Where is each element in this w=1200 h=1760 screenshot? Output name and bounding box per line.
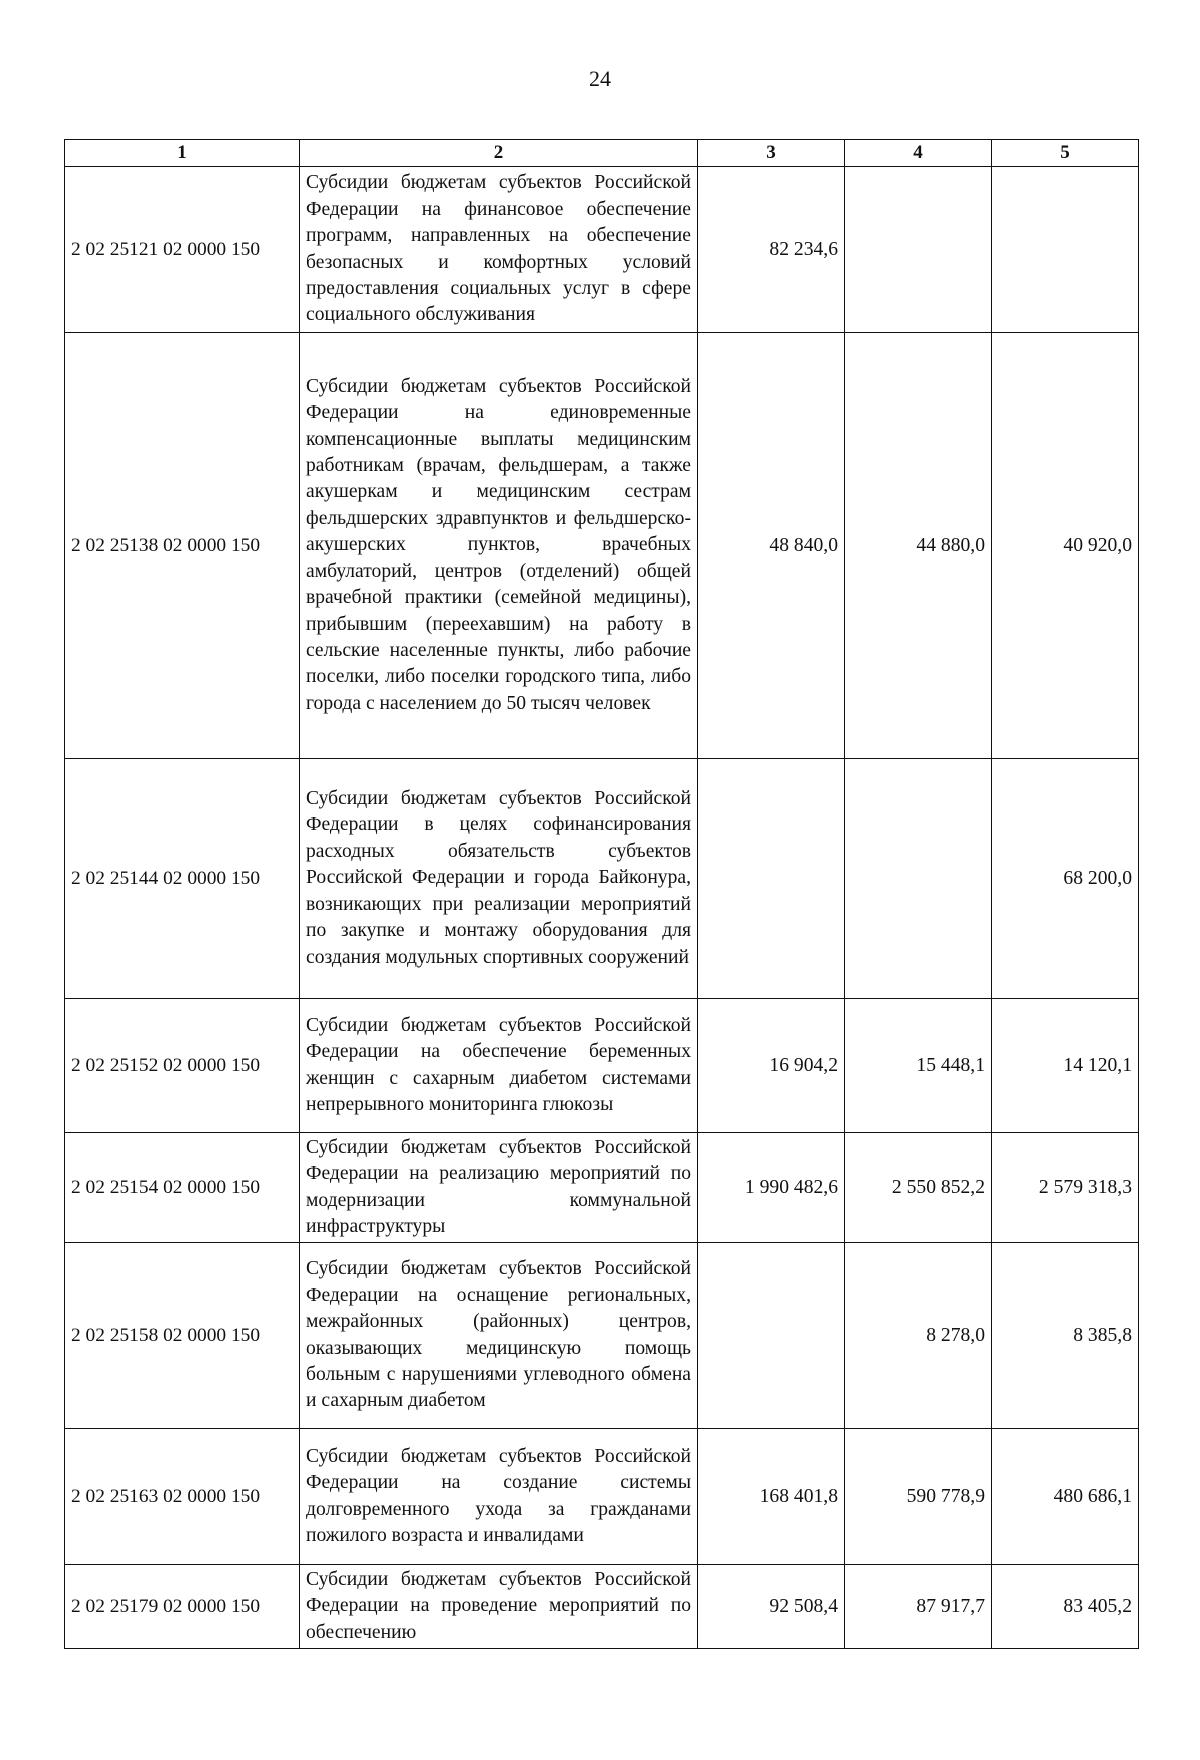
row-value-col4 — [845, 167, 992, 333]
row-description: Субсидии бюджетам субъектов Российской Федерации на проведение мероприятий по обеспечению — [300, 1565, 698, 1649]
row-value-col3: 168 401,8 — [698, 1429, 845, 1565]
table-row — [65, 1133, 1139, 1243]
row-value-col3: 92 508,4 — [698, 1565, 845, 1649]
row-value-col5: 40 920,0 — [992, 333, 1139, 759]
row-value-col5: 68 200,0 — [992, 759, 1139, 999]
row-value-col4: 2 550 852,2 — [845, 1133, 992, 1243]
row-code: 2 02 25121 02 0000 150 — [65, 167, 300, 333]
table-row — [65, 1243, 1139, 1429]
row-value-col4: 15 448,1 — [845, 999, 992, 1133]
row-code: 2 02 25138 02 0000 150 — [65, 333, 300, 759]
row-description: Субсидии бюджетам субъектов Российской Федерации на единовременные компенсационные выплаты медицинским работникам (врачам, фельдшерам, а также акушеркам и медицинским сестрам фельдшерских здравпунктов и фельдшерско-акушерских пунктов, врачебных амбулаторий, центров (отделений) общей врачебной практики (семейной медицины), прибывшим (переехавшим) на работу в сельские населенные пункты, либо рабочие поселки, либо поселки городского типа, либо города с населением до 50 тысяч человек — [300, 333, 698, 759]
row-code: 2 02 25163 02 0000 150 — [65, 1429, 300, 1565]
row-description: Субсидии бюджетам субъектов Российской Федерации на создание системы долговременного ухода за гражданами пожилого возраста и инвалидами — [300, 1429, 698, 1565]
row-code: 2 02 25144 02 0000 150 — [65, 759, 300, 999]
table-row — [65, 333, 1139, 759]
table-row — [65, 167, 1139, 333]
table-row — [65, 999, 1139, 1133]
row-value-col4: 8 278,0 — [845, 1243, 992, 1429]
row-code: 2 02 25152 02 0000 150 — [65, 999, 300, 1133]
row-value-col4: 87 917,7 — [845, 1565, 992, 1649]
row-value-col5: 14 120,1 — [992, 999, 1139, 1133]
column-header-5: 5 — [992, 140, 1139, 167]
table-row — [65, 1565, 1139, 1649]
row-value-col3: 16 904,2 — [698, 999, 845, 1133]
row-description: Субсидии бюджетам субъектов Российской Федерации на финансовое обеспечение программ, направленных на обеспечение безопасных и комфортных условий предоставления социальных услуг в сфере социального обслуживания — [300, 167, 698, 333]
row-value-col4: 590 778,9 — [845, 1429, 992, 1565]
row-description: Субсидии бюджетам субъектов Российской Федерации на оснащение региональных, межрайонных (районных) центров, оказывающих медицинскую помощь больным с нарушениями углеводного обмена и сахарным диабетом — [300, 1243, 698, 1429]
column-header-1: 1 — [65, 140, 300, 167]
row-value-col3 — [698, 1243, 845, 1429]
row-value-col3 — [698, 759, 845, 999]
table-row — [65, 1429, 1139, 1565]
budget-table — [64, 139, 1139, 1649]
column-header-4: 4 — [845, 140, 992, 167]
row-description: Субсидии бюджетам субъектов Российской Федерации на обеспечение беременных женщин с сахарным диабетом системами непрерывного мониторинга глюкозы — [300, 999, 698, 1133]
row-value-col5: 480 686,1 — [992, 1429, 1139, 1565]
row-value-col4 — [845, 759, 992, 999]
page-number: 24 — [589, 66, 611, 91]
row-value-col3: 1 990 482,6 — [698, 1133, 845, 1243]
column-header-2: 2 — [300, 140, 698, 167]
row-value-col5: 8 385,8 — [992, 1243, 1139, 1429]
header-row — [65, 140, 1139, 167]
row-description: Субсидии бюджетам субъектов Российской Федерации в целях софинансирования расходных обязательств субъектов Российской Федерации и города Байконура, возникающих при реализации мероприятий по закупке и монтажу оборудования для создания модульных спортивных сооружений — [300, 759, 698, 999]
row-value-col5 — [992, 167, 1139, 333]
row-value-col4: 44 880,0 — [845, 333, 992, 759]
row-description: Субсидии бюджетам субъектов Российской Федерации на реализацию мероприятий по модернизации коммунальной инфраструктуры — [300, 1133, 698, 1243]
row-value-col5: 83 405,2 — [992, 1565, 1139, 1649]
row-value-col5: 2 579 318,3 — [992, 1133, 1139, 1243]
row-value-col3: 82 234,6 — [698, 167, 845, 333]
row-code: 2 02 25158 02 0000 150 — [65, 1243, 300, 1429]
table-row — [65, 759, 1139, 999]
row-code: 2 02 25154 02 0000 150 — [65, 1133, 300, 1243]
row-code: 2 02 25179 02 0000 150 — [65, 1565, 300, 1649]
row-value-col3: 48 840,0 — [698, 333, 845, 759]
column-header-3: 3 — [698, 140, 845, 167]
